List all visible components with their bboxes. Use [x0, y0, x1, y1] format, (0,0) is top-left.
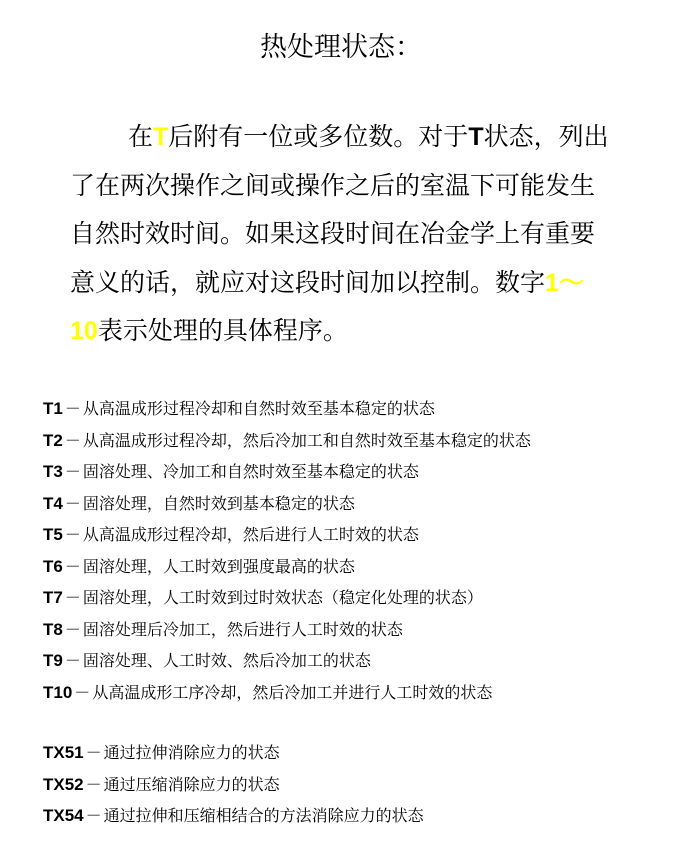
- dash: －: [85, 774, 102, 794]
- list-item: [43, 519, 663, 551]
- temper-code: T9: [43, 651, 63, 670]
- intro-text: 在: [128, 122, 154, 151]
- list-item: [43, 393, 663, 425]
- temper-list: [43, 393, 663, 708]
- highlight-range-start: 1～: [545, 268, 584, 297]
- temper-code: T4: [43, 493, 63, 513]
- list-item: [43, 551, 663, 583]
- intro-line-3: 自然时效时间。如果这段时间在冶金学上有重要: [70, 219, 596, 248]
- list-item: [43, 456, 663, 488]
- list-item: [43, 769, 663, 801]
- dash: －: [64, 651, 81, 670]
- intro-text: 状态，列出: [483, 122, 609, 151]
- dash: －: [85, 806, 102, 825]
- temper-code: T7: [43, 588, 63, 607]
- temper-description: 从高温成形过程冷却，然后冷加工和自然时效至基本稳定的状态: [82, 430, 531, 450]
- temper-description: 通过拉伸和压缩相结合的方法消除应力的状态: [103, 806, 424, 825]
- intro-text: 后附有一位或多位数。对于: [168, 122, 469, 151]
- intro-line-4: [70, 259, 650, 308]
- dash: －: [85, 743, 102, 762]
- temper-code: T10: [43, 682, 73, 702]
- temper-description: 通过压缩消除应力的状态: [103, 774, 280, 794]
- dash: －: [64, 430, 81, 450]
- stress-relief-list: [43, 737, 663, 832]
- dash: －: [64, 525, 81, 544]
- intro-line-5: [70, 307, 650, 356]
- dash: －: [64, 462, 81, 481]
- temper-code: TX52: [43, 774, 84, 794]
- temper-description: 固溶处理，人工时效到过时效状态（稳定化处理的状态）: [82, 588, 483, 607]
- intro-line-1: [70, 113, 650, 162]
- temper-code: T1: [43, 399, 63, 418]
- temper-description: 从高温成形工序冷却，然后冷加工并进行人工时效的状态: [92, 682, 493, 702]
- temper-description: 从高温成形过程冷却和自然时效至基本稳定的状态: [82, 399, 435, 418]
- list-item: [43, 425, 663, 457]
- temper-description: 从高温成形过程冷却，然后进行人工时效的状态: [82, 525, 419, 544]
- temper-description: 通过拉伸消除应力的状态: [103, 743, 280, 762]
- list-item: [43, 737, 663, 769]
- temper-description: 固溶处理，自然时效到基本稳定的状态: [82, 493, 355, 513]
- temper-description: 固溶处理后冷加工，然后进行人工时效的状态: [82, 619, 403, 639]
- dash: －: [64, 493, 81, 513]
- dash: －: [64, 588, 81, 607]
- list-item: [43, 582, 663, 614]
- highlight-range-end: 10: [70, 317, 98, 345]
- list-item: [43, 488, 663, 520]
- dash: －: [64, 556, 81, 576]
- highlight-t: T: [153, 123, 169, 151]
- list-item: [43, 645, 663, 677]
- temper-code: TX51: [43, 743, 84, 762]
- dash: －: [74, 682, 91, 702]
- intro-text: 意义的话，就应对这段时间加以控制。数字: [70, 267, 546, 297]
- temper-description: 固溶处理、人工时效、然后冷加工的状态: [82, 651, 371, 670]
- dash: －: [64, 399, 81, 418]
- temper-description: 固溶处理，人工时效到强度最高的状态: [82, 556, 355, 576]
- temper-code: T6: [43, 556, 63, 576]
- t-letter: T: [468, 123, 484, 151]
- intro-line-2: 了在两次操作之间或操作之后的室温下可能发生: [70, 170, 596, 200]
- temper-code: T2: [43, 430, 63, 450]
- list-item: [43, 614, 663, 646]
- list-item: [43, 677, 663, 709]
- temper-description: 固溶处理、冷加工和自然时效至基本稳定的状态: [82, 462, 419, 481]
- temper-code: T8: [43, 619, 63, 639]
- temper-code: T5: [43, 525, 63, 544]
- dash: －: [64, 619, 81, 639]
- intro-paragraph: [70, 113, 650, 356]
- list-item: [43, 800, 663, 832]
- temper-code: T3: [43, 462, 63, 481]
- page-title: 热处理状态：: [260, 32, 422, 63]
- temper-code: TX54: [43, 806, 84, 825]
- intro-text: 表示处理的具体程序。: [97, 316, 348, 345]
